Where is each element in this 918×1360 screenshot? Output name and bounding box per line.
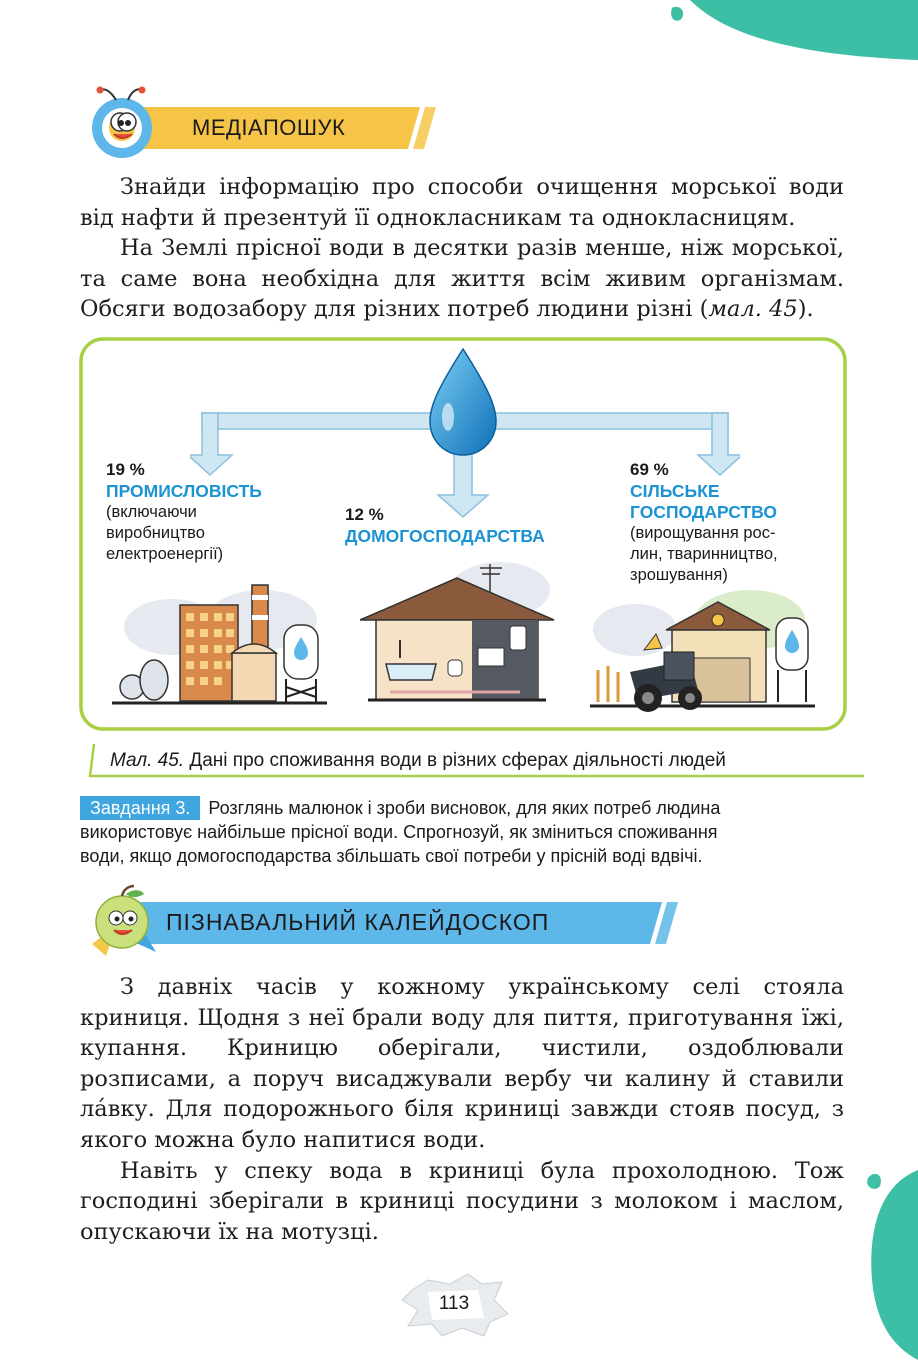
house-illustration xyxy=(360,560,555,705)
task-line: використовує найбільше прісної води. Спрогнозуй, як зміниться споживання xyxy=(80,822,718,842)
industry-title: ПРОМИСЛОВІСТЬ xyxy=(106,481,262,501)
industry-note-line: електроенергії) xyxy=(106,545,224,563)
page-number: 113 xyxy=(438,1293,470,1314)
figure-reference: мал. 45 xyxy=(708,296,798,323)
factory-illustration xyxy=(112,575,327,707)
paragraph: Навіть у спеку вода в криниці була прохолодною. Тож господині зберігали в криниці посудини з молоком і маслом, опускаючи їх на мотузці. xyxy=(80,1157,844,1245)
figure-caption xyxy=(110,750,726,772)
caption-label: Мал. 45. xyxy=(110,750,185,771)
task-line: води, якщо домогосподарства збільшать свої потреби у прісній воді вдвічі. xyxy=(80,846,703,866)
households-title: ДОМОГОСПОДАРСТВА xyxy=(345,526,545,546)
industry-note-line: (включаючи xyxy=(106,503,197,521)
agriculture-note-line: лин, тваринництво, xyxy=(630,545,778,563)
apple-character-icon xyxy=(82,882,162,957)
kaleidoscope-banner xyxy=(82,882,682,957)
industry-percent: 19 % xyxy=(106,460,145,479)
bottom-text-block xyxy=(80,972,844,1247)
agriculture-title-line: ГОСПОДАРСТВО xyxy=(630,502,777,522)
corner-decoration-top xyxy=(660,0,918,90)
paragraph: На Землі прісної води в десятки разів менше, ніж морської, та саме вона необхідна для життя всім живим організмам. Обсяги водозабору для різних потреб людини різні (мал. 45). xyxy=(80,235,844,323)
top-text-block xyxy=(80,172,844,325)
bee-at-icon xyxy=(80,82,166,162)
households-block xyxy=(345,505,605,547)
task-line: Розглянь малюнок і зроби висновок, для яких потреб людина xyxy=(208,798,721,818)
industry-block xyxy=(106,460,326,565)
task-label: Завдання 3. xyxy=(80,796,200,820)
households-percent: 12 % xyxy=(345,505,384,524)
agriculture-percent: 69 % xyxy=(630,460,669,479)
paragraph: Знайди інформацію про способи очищення морської води від нафти й презентуй її однокласникам та однокласницям. xyxy=(80,174,844,231)
task-block xyxy=(80,796,850,868)
industry-note-line: виробництво xyxy=(106,524,205,542)
corner-decoration-bottom xyxy=(860,1160,918,1360)
agriculture-note-line: зрошування) xyxy=(630,566,728,584)
mediapoisk-banner xyxy=(80,82,440,162)
farm-illustration xyxy=(590,590,815,715)
agriculture-note-line: (вирощування рос- xyxy=(630,524,776,542)
kaleidoscope-label: ПІЗНАВАЛЬНИЙ КАЛЕЙДОСКОП xyxy=(166,909,550,935)
paragraph: З давніх часів у кожному українському селі стояла криниця. Щодня з неї брали воду для пиття, приготування їжі, купання. Криницю оберігали, чистили, оздоблювали розписами, а поруч висаджували вербу чи калину й ставили ла́вку. Для подорожнього біля криниці завжди стояв посуд, з якого можна було напитися води. xyxy=(80,974,844,1153)
agriculture-title-line: СІЛЬСЬКЕ xyxy=(630,481,720,501)
mediapoisk-label: МЕДІАПОШУК xyxy=(192,115,346,140)
caption-text: Дані про споживання води в різних сферах діяльності людей xyxy=(184,750,726,771)
agriculture-block xyxy=(630,460,840,586)
